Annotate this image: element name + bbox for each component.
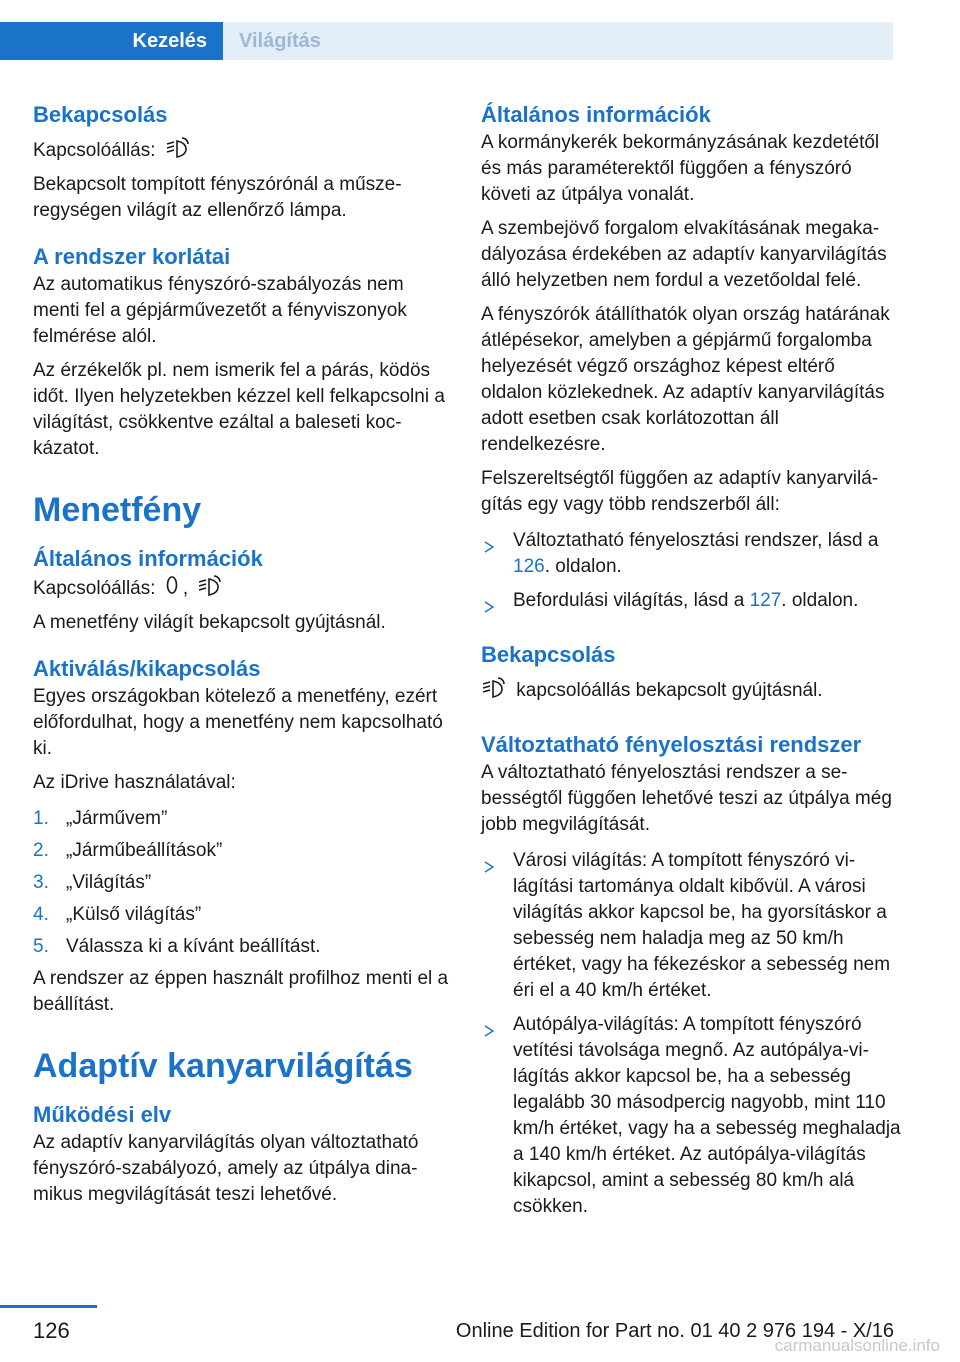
bullet-text: Változtatható fényelosztási rendszer, lásd a: [513, 530, 879, 551]
menetfeny-paragraph: A menetfény világít bekapcsolt gyújtásnál.: [33, 612, 386, 633]
aktivalas-paragraph-1: Egyes országokban kötelező a menetfény, ezért előfordulhat, hogy a menetfény nem kapcsolható ki.: [33, 686, 443, 759]
step-text: „Járműbeállítások”: [66, 840, 223, 861]
menetfeny-kapcsoloallas-label: Kapcsolóállás:: [33, 578, 156, 600]
adaptiv-info-heading: Általános információk: [481, 102, 711, 127]
step-text: „Járművem”: [66, 808, 168, 829]
tab-kezeles-label: Kezelés: [132, 29, 207, 52]
aktivalas-heading: Aktiválás/kikapcsolás: [33, 656, 261, 681]
adaptiv-info-paragraph-2: A szembejövő forgalom elvakításának megakadályozása érdekében az adaptív kanyarvilágítás álló helyzetben nem fordul a vezetőoldal felé.: [481, 218, 887, 291]
menetfeny-kapcsoloallas-line: [33, 574, 453, 604]
idrive-steps: [33, 806, 453, 960]
bullet-text: Befordulási világítás, lásd a: [513, 590, 750, 611]
bullet-text: Városi világítás: A tompított fényszóró világítási tartománya oldalt kibővül. A városi világítás akkor kapcsol be, ha gyorsításkor a sebesség nem haladja meg az 50 km/h értéket, vagy ha fékezéskor a sebesség nem éri el a 40 km/h értéket.: [513, 850, 891, 1001]
kapcsoloallas-line: [33, 136, 453, 166]
aktivalas-paragraph-3: A rendszer az éppen használt profilhoz menti el a beállítást.: [33, 968, 449, 1015]
list-item: [33, 934, 453, 960]
mukodesi-elv-paragraph: Az adaptív kanyarvilágítás olyan változtatható fényszóró-szabályozó, amely az útpálya dinamikus megvilágítását teszi lehetővé.: [33, 1132, 419, 1205]
tab-vilagitas[interactable]: [223, 22, 893, 60]
right-bekapcsolas-heading: Bekapcsolás: [481, 642, 616, 667]
list-item: [481, 588, 901, 614]
zero-position-icon: [165, 574, 179, 604]
bullet-text-end: . oldalon.: [544, 556, 622, 577]
auto-headlight-icon: [481, 676, 507, 706]
page-link-127[interactable]: 127: [749, 590, 782, 611]
page-link-126[interactable]: 126: [513, 556, 545, 577]
korlat-paragraph-2: Az érzékelők pl. nem ismerik fel a párás, ködös időt. Ilyen helyzetekben kézzel kell felkapcsolni a világítást, csökkentve ezáltal a baleseti kockázatot.: [33, 360, 445, 459]
step-number: 5.: [33, 936, 49, 957]
step-text: „Külső világítás”: [66, 904, 202, 925]
adaptiv-info-paragraph-4: Felszereltségtől függően az adaptív kanyarvilágítás egy vagy több rendszerből áll:: [481, 468, 879, 515]
auto-headlight-icon: [165, 136, 191, 166]
edition-text: Online Edition for Part no. 01 40 2 976 194 - X/16: [455, 1320, 894, 1342]
systems-list: [481, 528, 901, 614]
adaptiv-heading: Adaptív kanyarvilágítás: [33, 1047, 413, 1085]
list-item: [33, 902, 453, 928]
menetfeny-info-heading: Általános információk: [33, 546, 263, 571]
bullet-triangle-icon: [483, 855, 495, 881]
step-number: 4.: [33, 904, 49, 925]
auto-headlight-icon: [197, 574, 223, 604]
bullet-triangle-icon: [483, 1019, 495, 1045]
mukodesi-elv-heading: Működési elv: [33, 1102, 172, 1127]
tab-kezeles[interactable]: [0, 22, 223, 60]
adaptiv-info-paragraph-3: A fényszórók átállíthatók olyan ország határának átlépésekor, amelyben a gépjármű forgalomba helyezését végző országhoz képest eltérő oldalon közlekednek. Az adaptív kanyarvilágítás adott esetben csak korlátozottan áll rendelkezésre.: [481, 304, 890, 455]
page-number: 126: [33, 1318, 70, 1343]
right-bekapcsolas-text: kapcsolóállás bekapcsolt gyújtásnál.: [516, 680, 823, 702]
right-bekapcsolas-line: [481, 676, 901, 706]
korlat-paragraph-1: Az automatikus fényszóró-szabályozás nem menti fel a gépjárművezetőt a fényviszonyok felmérése alól.: [33, 274, 407, 347]
menetfeny-heading: Menetfény: [33, 491, 202, 529]
footer-rule: [0, 1305, 97, 1308]
bullet-triangle-icon: [483, 595, 495, 621]
step-text: Válassza ki a kívánt beállítást.: [66, 936, 321, 957]
bullet-text-end: . oldalon.: [781, 590, 859, 611]
left-column: [33, 100, 453, 1208]
korlat-heading: A rendszer korlátai: [33, 244, 231, 269]
step-text: „Világítás”: [66, 872, 152, 893]
valtoztathato-paragraph: A változtatható fényelosztási rendszer a sebességtől függően lehetővé teszi az útpálya még jobb megvilágítását.: [481, 762, 892, 835]
list-item: [481, 528, 901, 580]
step-number: 3.: [33, 872, 49, 893]
bullet-text: Autópálya-világítás: A tompított fényszóró vetítési távolsága megnő. Az autópálya-világítás akkor kapcsol be, ha a sebesség legalább 30 másodpercig nagyobb, mint 110 km/h értéket, vagy ha a sebesség meghaladja a 140 km/h értéket. Az autópálya-világítás kikapcsol, amint a sebesség 80 km/h alá csökken.: [513, 1014, 901, 1217]
list-item: [481, 848, 901, 1004]
watermark: carmanualsonline.info: [774, 1336, 940, 1355]
list-item: [33, 806, 453, 832]
adaptiv-info-paragraph-1: A kormánykerék bekormányzásának kezdetétől és más paraméterektől függően a fényszóró követi az útpálya vonalát.: [481, 132, 880, 205]
bullet-triangle-icon: [483, 535, 495, 561]
step-number: 2.: [33, 840, 49, 861]
aktivalas-paragraph-2: Az iDrive használatával:: [33, 772, 236, 793]
header-tabbar: [0, 22, 893, 60]
lighting-modes-list: [481, 848, 901, 1220]
tab-vilagitas-label: Világítás: [239, 29, 321, 52]
right-column: [481, 100, 901, 1228]
list-item: [33, 870, 453, 896]
bekapcsolas-heading: Bekapcsolás: [33, 102, 168, 127]
kapcsoloallas-label: Kapcsolóállás:: [33, 140, 156, 162]
list-item: [33, 838, 453, 864]
step-number: 1.: [33, 808, 49, 829]
list-item: [481, 1012, 901, 1220]
bekapcsolas-paragraph: Bekapcsolt tompított fényszórónál a műszeregységen világít az ellenőrző lámpa.: [33, 174, 402, 221]
comma: ,: [182, 578, 189, 600]
valtoztathato-heading: Változtatható fényelosztási rendszer: [481, 732, 862, 757]
